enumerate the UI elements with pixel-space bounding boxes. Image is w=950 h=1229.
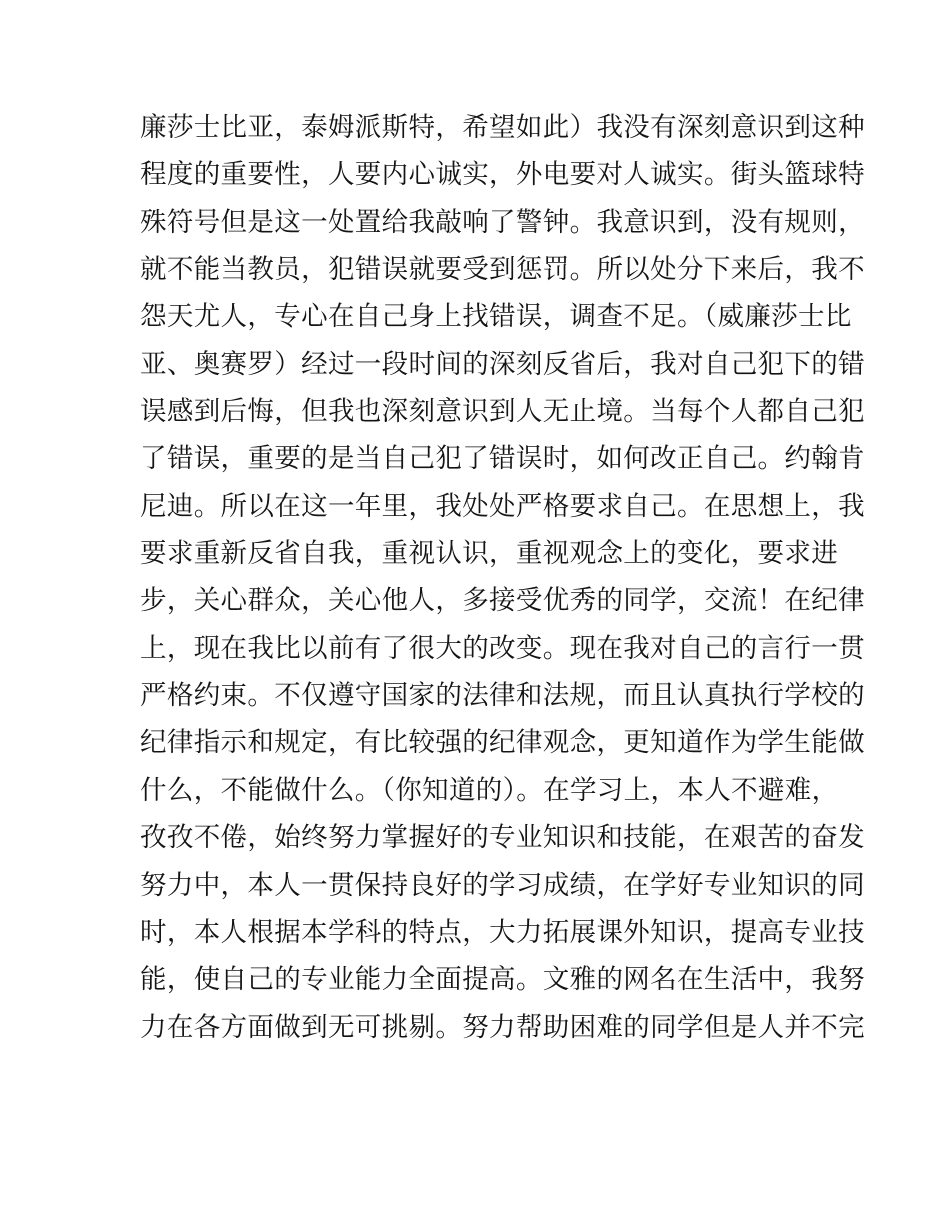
text-line: 误感到后悔，但我也深刻意识到人无止境。当每个人都自己犯	[140, 396, 865, 428]
body-text	[140, 104, 865, 1051]
text-line: 廉莎士比亚，泰姆派斯特，希望如此）我没有深刻意识到这种	[140, 112, 865, 143]
text-line: 孜孜不倦，始终努力掌握好的专业知识和技能，在艰苦的奋发	[140, 822, 865, 854]
text-line: 什么，不能做什么。（你知道的）。在学习上，本人不避难，	[140, 774, 839, 806]
text-line: 力在各方面做到无可挑剔。努力帮助困难的同学但是人并不完	[140, 1011, 865, 1043]
text-line: 努力中，本人一贯保持良好的学习成绩，在学好专业知识的同	[140, 869, 865, 901]
text-line: 了错误，重要的是当自己犯了错误时，如何改正自己。约翰肯	[140, 443, 865, 475]
text-line: 殊符号但是这一处置给我敲响了警钟。我意识到，没有规则，	[140, 206, 865, 238]
text-line: 时，本人根据本学科的特点，大力拓展课外知识，提高专业技	[140, 916, 865, 948]
text-line: 就不能当教员，犯错误就要受到惩罚。所以处分下来后，我不	[140, 254, 865, 286]
text-line: 上，现在我比以前有了很大的改变。现在我对自己的言行一贯	[140, 632, 865, 664]
text-line: 严格约束。不仅遵守国家的法律和法规，而且认真执行学校的	[140, 680, 865, 712]
text-line: 要求重新反省自我，重视认识，重视观念上的变化，要求进	[140, 538, 839, 570]
text-line: 程度的重要性，人要内心诚实，外电要对人诚实。街头篮球特	[140, 159, 865, 191]
text-line: 能，使自己的专业能力全面提高。文雅的网名在生活中，我努	[140, 964, 865, 996]
text-line: 步，关心群众，关心他人，多接受优秀的同学，交流！在纪律	[140, 585, 865, 617]
text-line: 尼迪。所以在这一年里，我处处严格要求自己。在思想上，我	[140, 490, 865, 522]
text-line: 纪律指示和规定，有比较强的纪律观念，更知道作为学生能做	[140, 727, 865, 759]
text-line: 怨天尤人，专心在自己身上找错误，调查不足。（威廉莎士比	[140, 301, 852, 333]
text-line: 亚、奥赛罗）经过一段时间的深刻反省后，我对自己犯下的错	[140, 348, 865, 380]
